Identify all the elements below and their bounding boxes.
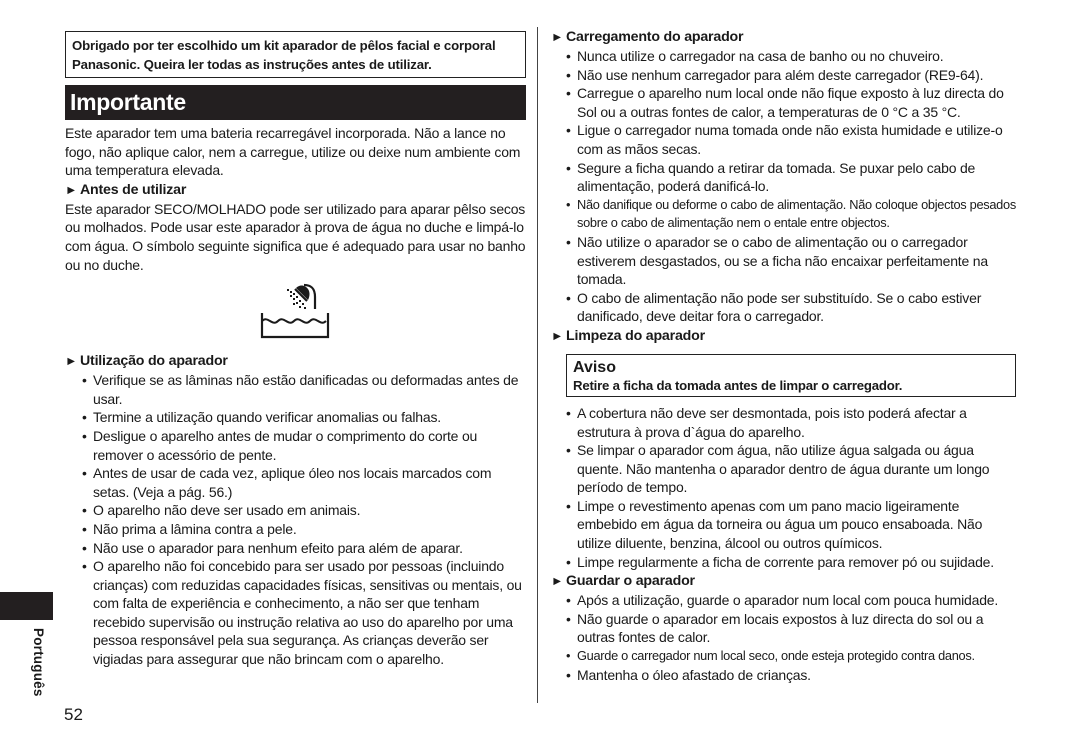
left-column (65, 31, 526, 669)
heading-limpeza: ► Limpeza do aparador (551, 327, 705, 344)
list-item: • A cobertura não deve ser desmontada, pois isto poderá afectar a estrutura à prova d`água do aparelho. (577, 404, 1016, 441)
list-item: • O aparelho não foi concebido para ser usado por pessoas (incluindo crianças) com reduzidas capacidades físicas, sensitivas ou mentais, ou com falta de experiência e conhecimento, a não ser que tenham recebido supervisão ou instrução relativa ao uso do aparelho por uma pessoa responsável pela sua segurança. As crianças deverão ser vigiadas para assegurar que não brincam com o aparelho. (93, 557, 526, 669)
heading-utilizacao: ► Utilização do aparador (65, 353, 228, 370)
list-item: • Desligue o aparelho antes de mudar o comprimento do corte ou remover o acessório de pente. (93, 427, 526, 464)
list-item: • Não use o aparador para nenhum efeito para além de aparar. (93, 539, 526, 558)
list-item: • O cabo de alimentação não pode ser substituído. Se o cabo estiver danificado, deve deitar fora o carregador. (577, 289, 1016, 326)
heading-guardar: ► Guardar o aparador (551, 573, 695, 590)
list-item: • Não guarde o aparador em locais expostos à luz directa do sol ou a outras fontes de calor. (577, 610, 1016, 647)
warning-title: Aviso (573, 358, 616, 376)
heading-carregamento: ► Carregamento do aparador (551, 29, 744, 45)
list-item: • Segure a ficha quando a retirar da tomada. Se puxar pelo cabo de alimentação, poderá danificá-lo. (577, 159, 1016, 196)
list-item: • Não prima a lâmina contra a pele. (93, 520, 526, 539)
column-divider (537, 27, 538, 703)
arrow-icon: ► (65, 354, 78, 369)
right-column (551, 27, 1016, 684)
list-item: • Nunca utilize o carregador na casa de banho ou no chuveiro. (577, 47, 1016, 66)
page-number: 52 (64, 705, 83, 724)
list-item: • Verifique se as lâminas não estão danificadas ou deformadas antes de usar. (93, 371, 526, 408)
arrow-icon: ► (551, 574, 564, 589)
carregamento-list (577, 47, 1016, 326)
shower-bath-icon (259, 283, 331, 339)
utilizacao-list (93, 371, 526, 669)
list-item: • Limpe regularmente a ficha de corrente para remover pó ou sujidade. (577, 553, 1016, 572)
list-item: • Termine a utilização quando verificar anomalias ou falhas. (93, 408, 526, 427)
list-item: • O aparelho não deve ser usado em animais. (93, 501, 526, 520)
list-item: • Não use nenhum carregador para além deste carregador (RE9-64). (577, 66, 1016, 85)
list-item: • Mantenha o óleo afastado de crianças. (577, 666, 1016, 685)
heading-antes-de-utilizar: ► Antes de utilizar (65, 181, 187, 198)
list-item: • Não utilize o aparador se o cabo de alimentação ou o carregador estiverem desgastados, ou se a ficha não encaixar perfeitamente na tomada. (577, 233, 1016, 289)
arrow-icon: ► (551, 30, 564, 44)
list-item: • Se limpar o aparador com água, não utilize água salgada ou água quente. Não mantenha o aparador dentro de água durante um longo período de tempo. (577, 441, 1016, 497)
list-item: • Ligue o carregador numa tomada onde não exista humidade e utilize-o com as mãos secas. (577, 121, 1016, 158)
list-item: • Carregue o aparelho num local onde não fique exposto à luz directa do Sol ou a outras fontes de calor, a temperaturas de 0 °C a 35 °C. (577, 84, 1016, 121)
intro-notice: Obrigado por ter escolhido um kit aparador de pêlos facial e corporal Panasonic. Queira ler todas as instruções antes de utilizar. (65, 31, 526, 78)
limpeza-list (577, 404, 1016, 571)
list-item: • Limpe o revestimento apenas com um pano macio ligeiramente embebido em água da torneira ou água um pouco ensaboada. Não utilize diluente, benzina, álcool ou outros químicos. (577, 497, 1016, 553)
list-item: • Após a utilização, guarde o aparador num local com pouca humidade. (577, 591, 1016, 610)
warning-text: Retire a ficha da tomada antes de limpar o carregador. (573, 377, 903, 393)
warning-box (566, 354, 1016, 397)
list-item: • Não danifique ou deforme o cabo de alimentação. Não coloque objectos pesados sobre o cabo de alimentação nem o entale entre objectos. (577, 196, 1016, 233)
list-item: • Guarde o carregador num local seco, onde esteja protegido contra danos. (577, 647, 1016, 666)
list-item: • Antes de usar de cada vez, aplique óleo nos locais marcados com setas. (Veja a pág. 56.) (93, 464, 526, 501)
section-title-importante: Importante (65, 85, 526, 120)
language-tab-marker (0, 592, 53, 620)
importante-paragraph: Este aparador tem uma bateria recarregável incorporada. Não a lance no fogo, não aplique calor, nem a carregue, utilize ou deixe num ambiente com uma temperatura elevada. (65, 125, 521, 179)
arrow-icon: ► (65, 182, 78, 197)
language-label: Português (31, 628, 46, 697)
antes-paragraph: Este aparador SECO/MOLHADO pode ser utilizado para aparar pêlso secos ou molhados. Pode usar este aparador à prova de água no duche e limpá-lo com água. O símbolo seguinte significa que é adequado para usar no banho ou no duche. (65, 200, 526, 273)
guardar-list (577, 591, 1016, 684)
arrow-icon: ► (551, 328, 564, 343)
